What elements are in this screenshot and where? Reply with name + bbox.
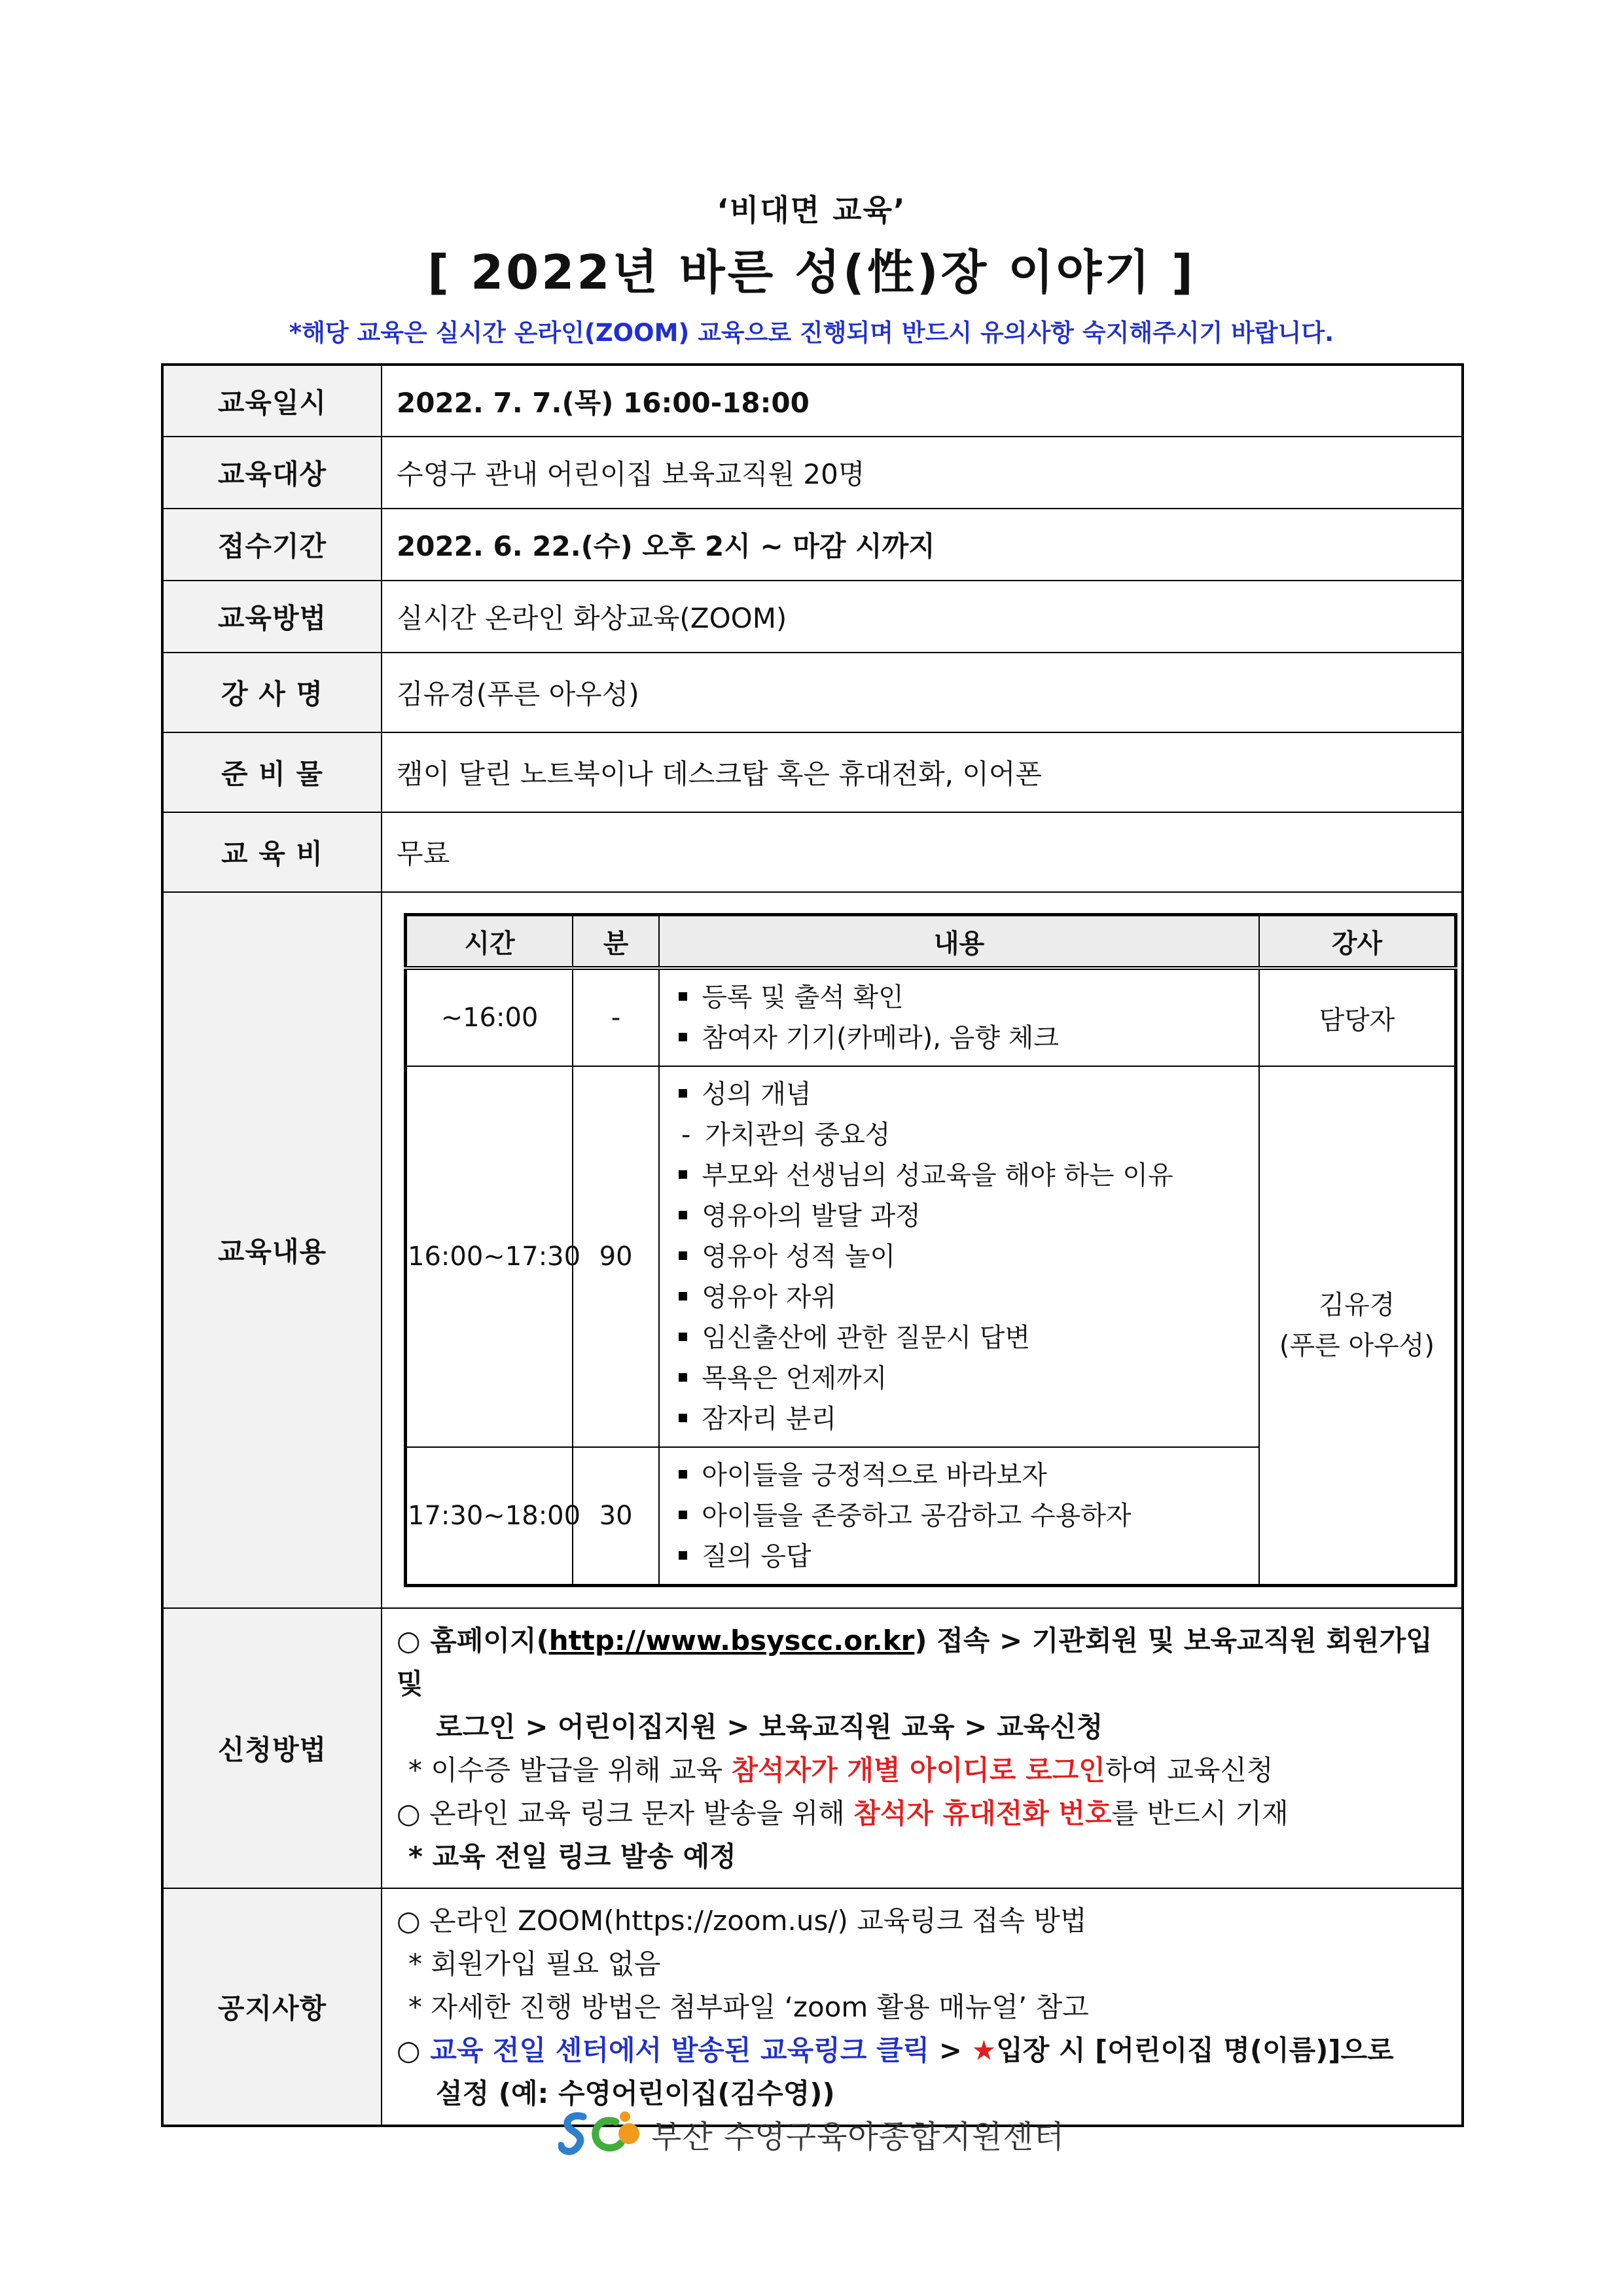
list-item: 아이들을 긍정적으로 바라보자	[675, 1455, 1258, 1496]
list-item: 성의 개념	[675, 1074, 1258, 1115]
session-time: 17:30~18:00	[406, 1447, 573, 1586]
session-items	[659, 1066, 1259, 1447]
schedule-table	[404, 913, 1457, 1587]
list-item: 참여자 기기(카메라), 음향 체크	[675, 1018, 1258, 1058]
session-time: ~16:00	[406, 968, 573, 1066]
list-item: 질의 응답	[675, 1536, 1258, 1577]
session-minutes: -	[573, 968, 659, 1066]
schedule-row	[406, 968, 1456, 1066]
session-instructor: 담당자	[1259, 968, 1456, 1066]
document-subtitle: ‘비대면 교육’	[717, 192, 906, 228]
row-method	[162, 581, 1463, 653]
header-contents: 내용	[659, 915, 1259, 969]
header-minutes: 분	[573, 915, 659, 969]
notice-line-4-cont: 설정 (예: 수영어린이집(김수영))	[436, 2077, 835, 2109]
document-title: [ 2022년 바른 성(性)장 이야기 ]	[427, 245, 1196, 300]
homepage-link[interactable]: http://www.bsyscc.or.kr	[548, 1624, 915, 1657]
apply-line-4: * 교육 전일 링크 발송 예정	[408, 1840, 736, 1873]
notice-line-1: ○ 온라인 ZOOM(https://zoom.us/) 교육링크 접속 방법	[397, 1905, 1087, 1937]
header-time: 시간	[406, 915, 573, 969]
row-apply	[162, 1608, 1463, 1888]
list-item: - 가치관의 중요성	[681, 1120, 891, 1150]
session-time: 16:00~17:30	[406, 1066, 573, 1447]
list-item: 잠자리 분리	[675, 1399, 1258, 1439]
instructor-org: (푸른 아우성)	[1279, 1331, 1435, 1361]
notice-banner: *해당 교육은 실시간 온라인(ZOOM) 교육으로 진행되며 반드시 유의사항 숙지해주시기 바랍니다.	[289, 319, 1334, 347]
value-fee: 무료	[382, 812, 1463, 892]
list-item: 영유아 성적 놀이	[675, 1236, 1258, 1277]
notice-cell	[382, 1888, 1463, 2126]
notice-line-2: * 회원가입 필요 없음	[408, 1948, 661, 1980]
row-content	[162, 892, 1463, 1608]
label-fee: 교 육 비	[162, 812, 382, 892]
apply-line-1: ○ 홈페이지(http://www.bsyscc.or.kr) 접속 > 기관회원 및 보육교직원 회원가입 및	[397, 1624, 1433, 1700]
row-date	[162, 365, 1463, 437]
label-materials: 준 비 물	[162, 732, 382, 812]
session-items	[659, 968, 1259, 1066]
footer	[0, 2108, 1623, 2162]
label-instructor: 강 사 명	[162, 653, 382, 732]
apply-cell	[382, 1608, 1463, 1888]
list-item: 부모와 선생님의 성교육을 해야 하는 이유	[675, 1155, 1258, 1196]
list-item: 등록 및 출석 확인	[675, 977, 1258, 1018]
label-target: 교육대상	[162, 437, 382, 509]
label-method: 교육방법	[162, 581, 382, 653]
row-fee	[162, 812, 1463, 892]
notice-line-3: * 자세한 진행 방법은 첨부파일 ‘zoom 활용 매뉴얼’ 참고	[408, 1991, 1089, 2023]
session-minutes: 90	[573, 1066, 659, 1447]
value-method: 실시간 온라인 화상교육(ZOOM)	[382, 581, 1463, 653]
center-name: 부산 수영구육아종합지원센터	[651, 2118, 1065, 2155]
row-period	[162, 509, 1463, 581]
row-notice	[162, 1888, 1463, 2126]
schedule-row	[406, 1066, 1456, 1447]
value-target: 수영구 관내 어린이집 보육교직원 20명	[382, 437, 1463, 509]
center-logo-icon	[558, 2108, 643, 2160]
value-date: 2022. 7. 7.(목) 16:00-18:00	[382, 365, 1463, 437]
label-content: 교육내용	[162, 892, 382, 1608]
apply-line-1-cont: 로그인 > 어린이집지원 > 보육교직원 교육 > 교육신청	[436, 1711, 1103, 1743]
list-item: 목욕은 언제까지	[675, 1358, 1258, 1399]
value-instructor: 김유경(푸른 아우성)	[382, 653, 1463, 732]
list-item: 임신출산에 관한 질문시 답변	[675, 1318, 1258, 1358]
session-minutes: 30	[573, 1447, 659, 1586]
label-notice: 공지사항	[162, 1888, 382, 2126]
content-cell	[382, 892, 1463, 1608]
list-item: 영유아의 발달 과정	[675, 1196, 1258, 1236]
label-period: 접수기간	[162, 509, 382, 581]
label-apply: 신청방법	[162, 1608, 382, 1888]
row-materials	[162, 732, 1463, 812]
row-target	[162, 437, 1463, 509]
instructor-name: 김유경	[1319, 1290, 1395, 1320]
value-materials: 캠이 달린 노트북이나 데스크탑 혹은 휴대전화, 이어폰	[382, 732, 1463, 812]
apply-line-2: * 이수증 발급을 위해 교육 참석자가 개별 아이디로 로그인하여 교육신청	[408, 1754, 1274, 1786]
info-table	[161, 363, 1464, 2127]
list-item: 영유아 자위	[675, 1277, 1258, 1318]
session-instructor-main	[1259, 1066, 1456, 1586]
list-item: 아이들을 존중하고 공감하고 수용하자	[675, 1496, 1258, 1536]
label-date: 교육일시	[162, 365, 382, 437]
star-icon: ★	[971, 2034, 997, 2066]
session-items	[659, 1447, 1259, 1586]
header-instructor: 강사	[1259, 915, 1456, 969]
notice-line-4: ○ 교육 전일 센터에서 발송된 교육링크 클릭 > ★입장 시 [어린이집 명(이름)]으로	[397, 2034, 1394, 2066]
value-period: 2022. 6. 22.(수) 오후 2시 ~ 마감 시까지	[382, 509, 1463, 581]
row-instructor	[162, 653, 1463, 732]
apply-line-3: ○ 온라인 교육 링크 문자 발송을 위해 참석자 휴대전화 번호를 반드시 기재	[397, 1797, 1289, 1829]
